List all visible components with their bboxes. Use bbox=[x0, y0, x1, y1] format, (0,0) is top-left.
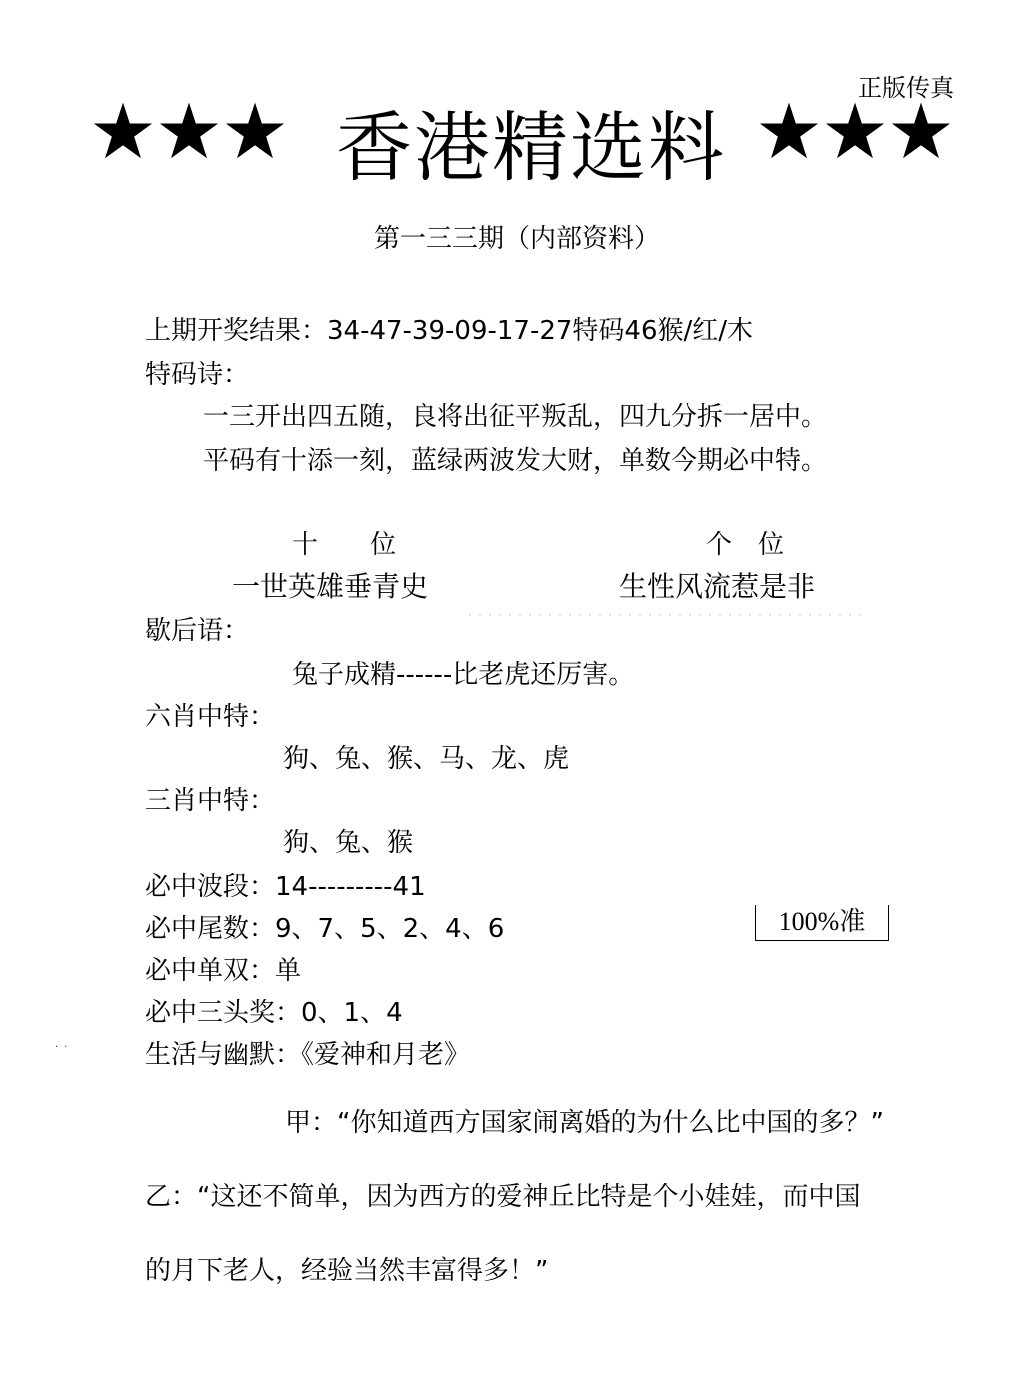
last-result: 上期开奖结果：34-47-39-09-17-27特码46猴/红/木 bbox=[145, 316, 754, 346]
star-icon bbox=[758, 100, 820, 162]
tens-position-value: 一世英雄垂青史 bbox=[232, 570, 429, 603]
star-icon bbox=[824, 100, 886, 162]
units-position-value: 生性风流惹是非 bbox=[619, 570, 816, 603]
odd-even: 必中单双：单 bbox=[145, 956, 302, 986]
humor-label: 生活与幽默：《爱神和月老》 bbox=[145, 1040, 471, 1070]
accuracy-badge: 100%准 bbox=[755, 905, 889, 941]
scan-artifact bbox=[465, 612, 865, 618]
star-icon bbox=[158, 100, 220, 162]
stars-right bbox=[758, 100, 952, 162]
poem-line-2: 平码有十添一刻，蓝绿两波发大财，单数今期必中特。 bbox=[203, 446, 828, 476]
six-zodiac-label: 六肖中特： bbox=[145, 702, 276, 732]
dialogue-line-1: 甲：“你知道西方国家闹离婚的为什么比中国的多？” bbox=[285, 1108, 884, 1138]
margin-dots: ·· bbox=[55, 1042, 74, 1053]
three-head-prize: 必中三头奖：0、1、4 bbox=[145, 998, 403, 1028]
dialogue-line-3: 的月下老人，经验当然丰富得多！” bbox=[145, 1256, 549, 1286]
poem-line-1: 一三开出四五随，良将出征平叛乱，四九分拆一居中。 bbox=[203, 402, 828, 432]
stars-left bbox=[92, 100, 286, 162]
units-position-label: 个 位 bbox=[706, 530, 785, 560]
six-zodiac-value: 狗、兔、猴、马、龙、虎 bbox=[283, 744, 570, 774]
star-icon bbox=[890, 100, 952, 162]
three-zodiac-value: 狗、兔、猴 bbox=[283, 828, 414, 858]
page-title: 香港精选料 bbox=[336, 103, 726, 192]
star-icon bbox=[224, 100, 286, 162]
dialogue-line-2: 乙：“这还不简单，因为西方的爱神丘比特是个小娃娃，而中国 bbox=[145, 1182, 861, 1212]
xiehouyu-label: 歇后语： bbox=[145, 616, 250, 646]
tail-numbers: 必中尾数：9、7、5、2、4、6 bbox=[145, 914, 505, 944]
edition-tag: 正版传真 bbox=[858, 74, 954, 102]
issue-subtitle: 第一三三期（内部资料） bbox=[373, 224, 660, 254]
wave-range: 必中波段：14---------41 bbox=[145, 872, 426, 902]
xiehouyu-value: 兔子成精------比老虎还厉害。 bbox=[292, 660, 635, 690]
tens-position-label: 十 位 bbox=[292, 530, 397, 560]
star-icon bbox=[92, 100, 154, 162]
three-zodiac-label: 三肖中特： bbox=[145, 786, 276, 816]
poem-label: 特码诗： bbox=[145, 360, 250, 390]
